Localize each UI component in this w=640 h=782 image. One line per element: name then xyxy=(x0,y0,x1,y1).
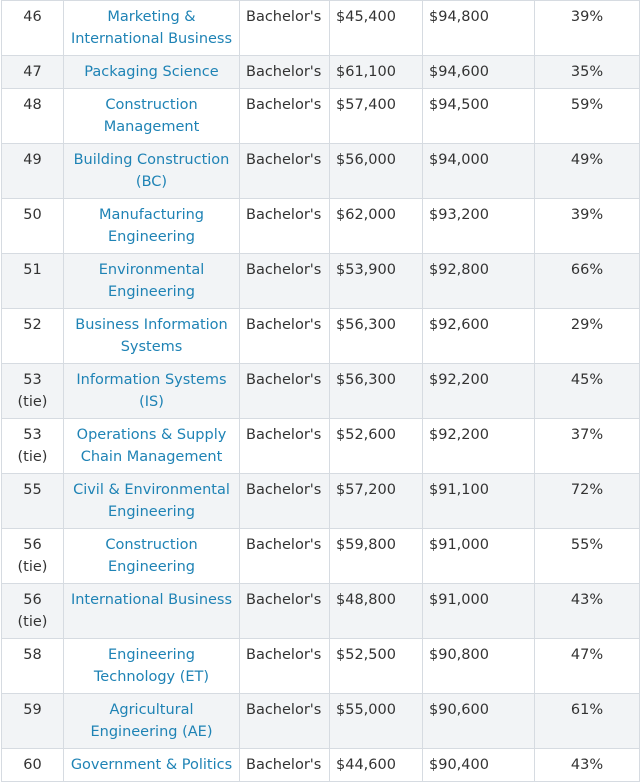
degree-cell: Bachelor's xyxy=(240,584,330,639)
degree-cell: Bachelor's xyxy=(240,254,330,309)
early-pay-cell: $61,100 xyxy=(330,56,423,89)
major-cell xyxy=(64,56,240,89)
major-cell xyxy=(64,749,240,782)
major-cell xyxy=(64,89,240,144)
major-link[interactable]: Manufacturing Engineering xyxy=(99,207,204,245)
table-row xyxy=(2,254,640,309)
mid-pay-cell: $90,800 xyxy=(423,639,535,694)
meaning-cell: 29% xyxy=(535,309,640,364)
mid-pay-cell: $91,000 xyxy=(423,584,535,639)
major-cell xyxy=(64,254,240,309)
mid-pay-cell: $94,600 xyxy=(423,56,535,89)
mid-pay-cell: $94,500 xyxy=(423,89,535,144)
degree-cell: Bachelor's xyxy=(240,56,330,89)
early-pay-cell: $52,600 xyxy=(330,419,423,474)
rank-cell: 56 (tie) xyxy=(2,529,64,584)
rank-cell: 59 xyxy=(2,694,64,749)
table-row xyxy=(2,474,640,529)
rank-cell: 52 xyxy=(2,309,64,364)
rank-cell: 53 (tie) xyxy=(2,419,64,474)
meaning-cell: 49% xyxy=(535,144,640,199)
rank-cell: 53 (tie) xyxy=(2,364,64,419)
rank-cell: 56 (tie) xyxy=(2,584,64,639)
table-row xyxy=(2,309,640,364)
major-cell xyxy=(64,1,240,56)
mid-pay-cell: $92,800 xyxy=(423,254,535,309)
rank-cell: 47 xyxy=(2,56,64,89)
rank-cell: 50 xyxy=(2,199,64,254)
degree-cell: Bachelor's xyxy=(240,639,330,694)
early-pay-cell: $45,400 xyxy=(330,1,423,56)
table-row xyxy=(2,1,640,56)
meaning-cell: 39% xyxy=(535,199,640,254)
meaning-cell: 72% xyxy=(535,474,640,529)
table-row xyxy=(2,749,640,782)
meaning-cell: 66% xyxy=(535,254,640,309)
degree-cell: Bachelor's xyxy=(240,749,330,782)
rank-cell: 49 xyxy=(2,144,64,199)
major-cell xyxy=(64,309,240,364)
major-cell xyxy=(64,144,240,199)
mid-pay-cell: $90,600 xyxy=(423,694,535,749)
major-link[interactable]: Civil & Environmental Engineering xyxy=(73,482,230,520)
degree-cell: Bachelor's xyxy=(240,529,330,584)
degree-cell: Bachelor's xyxy=(240,474,330,529)
meaning-cell: 43% xyxy=(535,749,640,782)
degree-cell: Bachelor's xyxy=(240,364,330,419)
meaning-cell: 37% xyxy=(535,419,640,474)
major-cell xyxy=(64,199,240,254)
mid-pay-cell: $90,400 xyxy=(423,749,535,782)
major-cell xyxy=(64,694,240,749)
major-cell xyxy=(64,529,240,584)
table-row xyxy=(2,56,640,89)
mid-pay-cell: $92,200 xyxy=(423,419,535,474)
degree-cell: Bachelor's xyxy=(240,694,330,749)
table-row xyxy=(2,89,640,144)
early-pay-cell: $52,500 xyxy=(330,639,423,694)
mid-pay-cell: $93,200 xyxy=(423,199,535,254)
salary-table xyxy=(1,0,640,782)
meaning-cell: 55% xyxy=(535,529,640,584)
rank-cell: 60 xyxy=(2,749,64,782)
major-cell xyxy=(64,364,240,419)
rank-cell: 48 xyxy=(2,89,64,144)
meaning-cell: 47% xyxy=(535,639,640,694)
meaning-cell: 43% xyxy=(535,584,640,639)
degree-cell: Bachelor's xyxy=(240,144,330,199)
table-row xyxy=(2,364,640,419)
table-row xyxy=(2,529,640,584)
rank-cell: 46 xyxy=(2,1,64,56)
major-cell xyxy=(64,584,240,639)
mid-pay-cell: $94,800 xyxy=(423,1,535,56)
table-body xyxy=(2,1,640,782)
early-pay-cell: $56,000 xyxy=(330,144,423,199)
early-pay-cell: $59,800 xyxy=(330,529,423,584)
major-cell xyxy=(64,419,240,474)
table-row xyxy=(2,584,640,639)
rank-cell: 58 xyxy=(2,639,64,694)
major-link[interactable]: Business Information Systems xyxy=(75,317,228,355)
meaning-cell: 61% xyxy=(535,694,640,749)
table-row xyxy=(2,694,640,749)
mid-pay-cell: $91,000 xyxy=(423,529,535,584)
major-link[interactable]: Operations & Supply Chain Management xyxy=(76,427,227,465)
table-row xyxy=(2,199,640,254)
degree-cell: Bachelor's xyxy=(240,199,330,254)
major-link[interactable]: Engineering Technology (ET) xyxy=(93,647,210,685)
early-pay-cell: $55,000 xyxy=(330,694,423,749)
major-cell xyxy=(64,474,240,529)
major-link[interactable]: Construction Engineering xyxy=(105,537,198,575)
degree-cell: Bachelor's xyxy=(240,419,330,474)
mid-pay-cell: $94,000 xyxy=(423,144,535,199)
major-link[interactable]: Construction Management xyxy=(103,97,200,135)
rank-cell: 55 xyxy=(2,474,64,529)
meaning-cell: 35% xyxy=(535,56,640,89)
table-row xyxy=(2,419,640,474)
major-link[interactable]: Government & Politics xyxy=(70,757,233,773)
early-pay-cell: $56,300 xyxy=(330,309,423,364)
early-pay-cell: $57,400 xyxy=(330,89,423,144)
major-link[interactable]: Information Systems (IS) xyxy=(76,372,227,410)
degree-cell: Bachelor's xyxy=(240,89,330,144)
mid-pay-cell: $92,200 xyxy=(423,364,535,419)
major-link[interactable]: Agricultural Engineering (AE) xyxy=(90,702,213,740)
meaning-cell: 59% xyxy=(535,89,640,144)
meaning-cell: 39% xyxy=(535,1,640,56)
early-pay-cell: $48,800 xyxy=(330,584,423,639)
early-pay-cell: $56,300 xyxy=(330,364,423,419)
major-link[interactable]: Packaging Science xyxy=(84,64,219,80)
early-pay-cell: $57,200 xyxy=(330,474,423,529)
major-link[interactable]: Building Construction (BC) xyxy=(73,152,230,190)
mid-pay-cell: $91,100 xyxy=(423,474,535,529)
early-pay-cell: $53,900 xyxy=(330,254,423,309)
major-link[interactable]: Marketing & International Business xyxy=(70,9,233,47)
degree-cell: Bachelor's xyxy=(240,1,330,56)
meaning-cell: 45% xyxy=(535,364,640,419)
mid-pay-cell: $92,600 xyxy=(423,309,535,364)
degree-cell: Bachelor's xyxy=(240,309,330,364)
table-row xyxy=(2,144,640,199)
major-link[interactable]: International Business xyxy=(70,592,233,608)
early-pay-cell: $62,000 xyxy=(330,199,423,254)
early-pay-cell: $44,600 xyxy=(330,749,423,782)
table-row xyxy=(2,639,640,694)
major-cell xyxy=(64,639,240,694)
rank-cell: 51 xyxy=(2,254,64,309)
major-link[interactable]: Environmental Engineering xyxy=(98,262,205,300)
